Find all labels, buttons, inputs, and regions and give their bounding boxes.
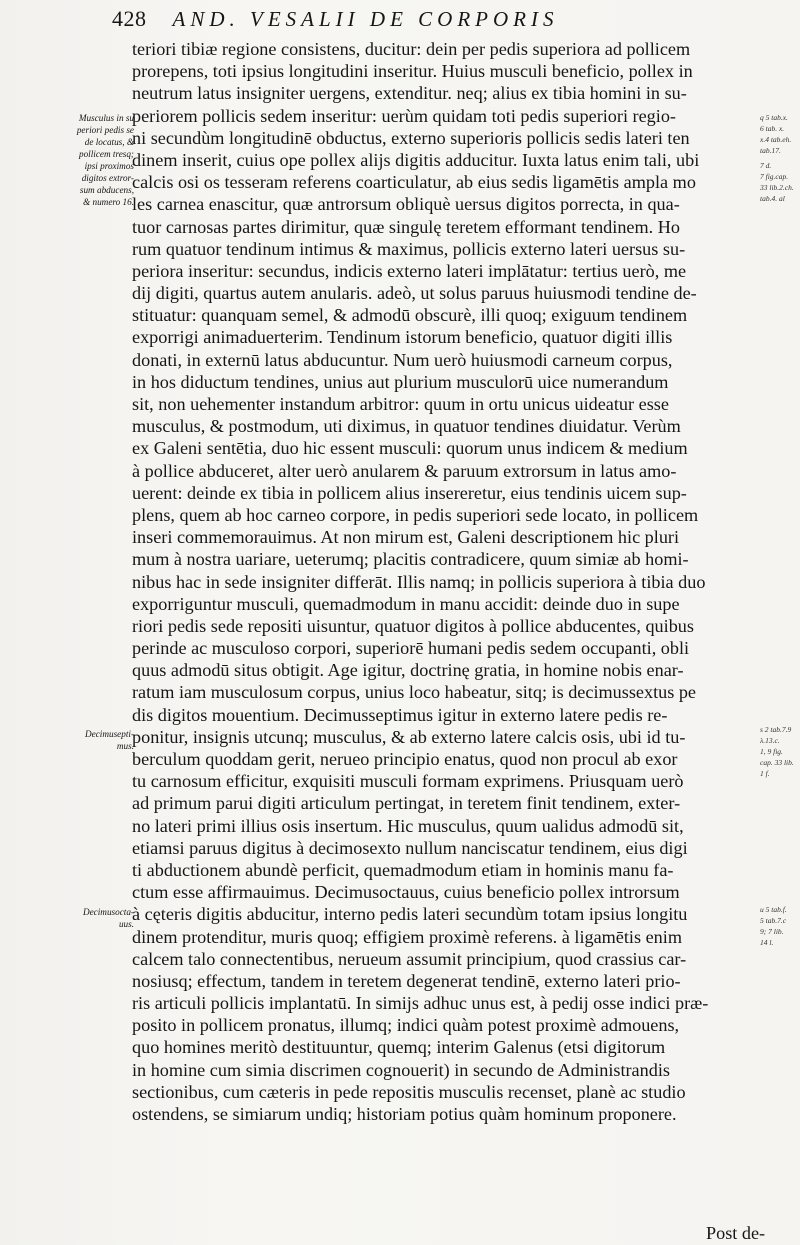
text-line: sectionibus, cum cæteris in pede repositis musculis recenset, planè ac studio — [132, 1081, 686, 1102]
text-line: periorem pollicis sedem inseritur: uerùm quidam toti pedis superiori regio- — [132, 105, 676, 126]
text-line: à pollice abduceret, alter uerò anularem & paruum extrorsum in latus amo- — [132, 460, 677, 481]
text-line: ctum esse affirmauimus. Decimusoctauus, cuius beneficio pollex introrsum — [132, 882, 680, 903]
text-line: in homine cum simia discrimen cognouerit) in secundo de Administrandis — [132, 1059, 670, 1080]
text-line: inseri commemorauimus. At non mirum est, Galeni descriptionem hic pluri — [132, 527, 680, 548]
text-line: etiamsi paruus digitus à decimosexto nullum nanciscatur tendinem, eius digi — [132, 837, 688, 858]
margin-ref-4 — [760, 904, 800, 948]
margin-ref-line: 9; 7 lib. — [760, 927, 784, 936]
margin-note-line: digitos extror- — [81, 173, 134, 183]
margin-ref-line: 1, 9 fig. — [760, 747, 783, 756]
text-line: neutrum latus insigniter uergens, extenditur. neq; alius ex tibia homini in su- — [132, 83, 687, 104]
margin-note-line: & numero 16. — [83, 197, 134, 207]
text-line: perinde ac musculoso corpori, superiorē humani pedis sedem occupanti, obli — [132, 638, 690, 659]
text-line: posito in pollicem pronatus, illumq; indici quàm potest proximè admouens, — [132, 1015, 680, 1036]
margin-ref-line: u 5 tab.f. — [760, 905, 787, 914]
text-line: musculus, & postmodum, uti diximus, in quatuor tendines diuidatur. Verùm — [132, 416, 681, 437]
page-number: 428 — [112, 6, 147, 31]
text-line: quus admodū situs obtigit. Age igitur, doctrinę gratia, in homine nobis enar- — [132, 660, 684, 681]
text-line: à cęteris digitis abducitur, interno pedis lateri secundùm totam ipsius longitu — [132, 904, 688, 925]
margin-ref-line: 7 fig.cap. — [760, 172, 789, 181]
margin-ref-line: 5 tab.7.c — [760, 916, 787, 925]
text-line: exporriguntur musculi, quemadmodum in manu accidit: deinde duo in supe — [132, 593, 680, 614]
margin-note-line: ipsi proximos — [84, 161, 134, 171]
margin-ref-line: x.4 tab.eh. — [760, 135, 792, 144]
text-line: dinem inserit, cuius ope pollex alijs digitis adducitur. Iuxta latus enim tali, ubi — [132, 149, 700, 170]
margin-ref-line: 6 tab. x. — [760, 124, 785, 133]
text-line: berculum quoddam gerit, nerueo principio enatus, quod non procul ab exor — [132, 749, 678, 769]
margin-note-line: Decimusocta- — [82, 907, 134, 917]
text-line: plens, quem ab hoc carneo corpore, in pedis superiori sede locato, in pollicem — [132, 504, 699, 525]
text-line: dinem protenditur, muris quoq; effigiem proximè referens. à ligamētis enim — [132, 926, 682, 947]
text-line: exporrigi animaduerterim. Tendinum istorum beneficio, quatuor digiti illis — [132, 327, 673, 348]
text-line: prorepens, toti ipsius longitudini inseritur. Huius musculi beneficio, pollex in — [132, 61, 693, 82]
margin-note-line: sum abducens, — [79, 185, 134, 195]
margin-note-line: uus. — [118, 919, 134, 929]
margin-ref-line: λ.13.c. — [760, 736, 780, 745]
running-title: AND. VESALII DE CORPORIS — [172, 7, 559, 31]
text-line: teriori tibiæ regione consistens, ducitur: dein per pedis superiora ad pollicem — [132, 39, 691, 59]
margin-ref-line: 33 lib.2.ch. — [760, 183, 794, 192]
catchword: Post de- — [706, 1223, 766, 1243]
margin-ref-3 — [760, 724, 800, 779]
margin-ref-line: 1 f. — [760, 769, 770, 778]
text-line: sit, non uehementer instandum arbitror: quum in ortu unicus uideatur esse — [132, 394, 669, 414]
text-line: uerent: deinde ex tibia in pollicem alius insereretur, eius tendinis uicem sup- — [132, 482, 687, 503]
margin-ref-line: cap. 33 lib. — [760, 758, 794, 767]
text-line: calcem talo connectentibus, nerueum assumit principium, quod crassius car- — [132, 948, 687, 969]
margin-ref-line: s 2 tab.7.9 — [760, 725, 792, 734]
text-line: nosiusq; effectum, tandem in teretem degenerat tendinē, externo lateri prio- — [132, 970, 681, 991]
margin-note-decimusseptimus — [58, 728, 134, 752]
margin-note-line: de locatus, & — [84, 137, 134, 147]
margin-note-line: Musculus in su — [78, 113, 134, 123]
text-line: no lateri primi illius osis insertum. Hic musculus, quum ualidus admodū sit, — [132, 815, 684, 836]
text-line: tu carnosum efficitur, exquisiti musculi formam exprimens. Priusquam uerò — [132, 771, 684, 792]
text-line: in hos diductum tendines, unius aut plurium musculorū uice numerandum — [132, 371, 669, 392]
text-line: periora inseritur: secundus, indicis externo lateri implātatur: tertius uerò, me — [132, 260, 687, 281]
margin-note-line: Decimusepti- — [85, 729, 134, 739]
margin-ref-line: tab.17. — [760, 146, 781, 155]
text-line: dij digiti, quartus autem anularis. adeò, ut solus paruus huiusmodi tendine de- — [132, 283, 697, 304]
margin-ref-line: 14 l. — [760, 938, 774, 947]
margin-ref-2 — [760, 160, 800, 204]
text-line: riori pedis sede repositi uisuntur, quatuor digitos à pollice abducentes, quibus — [132, 615, 694, 636]
margin-ref-1 — [760, 112, 800, 156]
text-line: ti abductionem abundè perficit, quemadmodum etiam in hominis manu fa- — [132, 859, 674, 880]
text-line: rum quatuor tendinum intimus & maximus, pollicis externo lateri uersus su- — [132, 238, 686, 259]
margin-ref-line: tab.4. al — [760, 194, 785, 203]
margin-note-line: pollicem tresq; — [78, 149, 134, 159]
text-line: les carnea enascitur, quæ antrorsum obliquè uersus digitos porrecta, in qua- — [132, 194, 680, 215]
margin-note-line: mus. — [116, 741, 134, 751]
text-line: calcis osi os tesseram referens coarticulatur, ab eius sedis ligamētis ampla mo — [132, 172, 696, 193]
text-line: ratum iam musculosum corpus, unius loco habeatur, sitq; is decimussextus pe — [132, 682, 697, 703]
margin-note-line: periori pedis se — [76, 125, 134, 135]
text-line: stituatur: quanquam semel, & admodū obscurè, illi quoq; exiguum tendinem — [132, 305, 688, 326]
margin-ref-line: 7 d. — [760, 161, 772, 170]
text-line: ostendens, se simiarum undiq; historiam potius quàm hominum proponere. — [132, 1104, 677, 1124]
text-line: ad primum parui digiti articulum pertingat, in teretem finit tendinem, exter- — [132, 793, 681, 814]
text-line: ni secundùm longitudinē obductus, externo superioris pollicis sedis lateri ten — [132, 127, 690, 148]
margin-ref-line: q 5 tab.x. — [760, 113, 788, 122]
text-line: quo homines meritò destituuntur, quemq; interim Galenus (etsi digitorum — [132, 1037, 666, 1058]
text-line: tuor carnosas partes dirimitur, quæ singulę teretem efformant tendinem. Ho — [132, 216, 680, 237]
margin-note-musculus-16 — [58, 112, 134, 208]
text-line: mum à nostra uariare, ueterumq; placitis contradicere, quum simiæ ab homi- — [132, 549, 689, 570]
text-line: nibus hac in sede insigniter differāt. Illis namq; in pollicis superiora à tibia duo — [132, 571, 706, 592]
text-line: ris articuli pollicis implantatū. In simijs adhuc unus est, à pedij osse indici præ- — [132, 993, 709, 1014]
margin-note-decimusoctauus — [58, 906, 134, 930]
text-line: ex Galeni sentētia, duo hic essent musculi: quorum unus indicem & medium — [132, 438, 688, 459]
main-text-block — [132, 38, 765, 1125]
text-line: ponitur, insignis utcunq; musculus, & ab externo latere calcis osis, ubi id tu- — [132, 726, 686, 747]
page-header — [112, 6, 772, 34]
text-line: dis digitos mouentium. Decimusseptimus igitur in externo latere pedis re- — [132, 704, 668, 725]
text-line: donati, in externū latus abducuntur. Num uerò huiusmodi carneum corpus, — [132, 349, 673, 370]
